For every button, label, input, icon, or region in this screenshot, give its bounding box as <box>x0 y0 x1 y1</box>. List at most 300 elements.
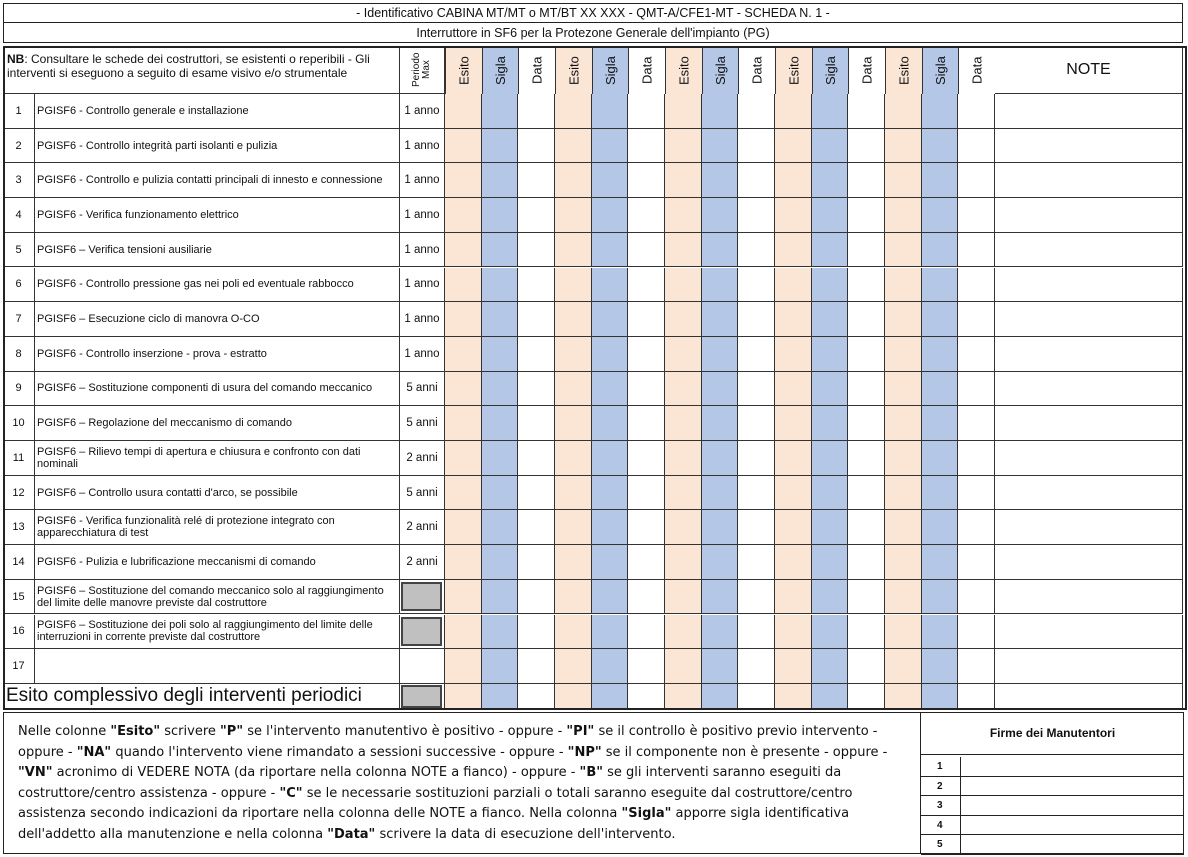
data-cell[interactable] <box>958 615 995 650</box>
data-cell[interactable] <box>628 649 665 684</box>
data-cell[interactable] <box>848 233 885 268</box>
data-cell[interactable] <box>518 163 555 198</box>
esito-cell[interactable] <box>555 649 592 684</box>
data-cell[interactable] <box>738 545 775 580</box>
sigla-cell[interactable] <box>592 198 628 233</box>
esito-cell[interactable] <box>555 476 592 511</box>
sigla-cell[interactable] <box>922 233 958 268</box>
data-cell[interactable] <box>958 198 995 233</box>
sigla-cell[interactable] <box>592 302 628 337</box>
data-cell[interactable] <box>518 406 555 441</box>
summary-esito-cell[interactable] <box>445 684 482 710</box>
data-cell[interactable] <box>628 163 665 198</box>
esito-cell[interactable] <box>555 163 592 198</box>
sigla-cell[interactable] <box>812 268 848 303</box>
data-cell[interactable] <box>848 615 885 650</box>
esito-cell[interactable] <box>555 337 592 372</box>
note-cell[interactable] <box>995 198 1183 233</box>
summary-data-cell[interactable] <box>518 684 555 710</box>
data-cell[interactable] <box>958 510 995 545</box>
esito-cell[interactable] <box>775 372 812 407</box>
data-cell[interactable] <box>518 337 555 372</box>
legend-code: "NA" <box>76 744 112 760</box>
sigla-cell[interactable] <box>592 163 628 198</box>
sigla-cell[interactable] <box>702 406 738 441</box>
sigla-cell[interactable] <box>922 406 958 441</box>
data-cell[interactable] <box>738 615 775 650</box>
esito-cell[interactable] <box>445 233 482 268</box>
esito-cell[interactable] <box>775 406 812 441</box>
data-cell[interactable] <box>628 441 665 476</box>
data-cell[interactable] <box>738 163 775 198</box>
sigla-cell[interactable] <box>812 649 848 684</box>
sigla-cell[interactable] <box>702 337 738 372</box>
esito-cell[interactable] <box>665 510 702 545</box>
signature-row[interactable] <box>921 777 1184 797</box>
note-cell[interactable] <box>995 302 1183 337</box>
sigla-cell[interactable] <box>482 510 518 545</box>
sigla-cell[interactable] <box>482 302 518 337</box>
esito-cell[interactable] <box>445 510 482 545</box>
data-cell[interactable] <box>958 372 995 407</box>
legend-fragment: Nelle colonne <box>18 724 111 739</box>
sigla-cell[interactable] <box>592 510 628 545</box>
data-cell[interactable] <box>518 580 555 615</box>
sigla-cell[interactable] <box>812 510 848 545</box>
sigla-cell[interactable] <box>592 649 628 684</box>
data-cell[interactable] <box>958 580 995 615</box>
esito-cell[interactable] <box>775 337 812 372</box>
esito-cell[interactable] <box>665 545 702 580</box>
sigla-cell[interactable] <box>922 649 958 684</box>
data-cell[interactable] <box>518 198 555 233</box>
data-cell[interactable] <box>848 337 885 372</box>
esito-cell[interactable] <box>665 268 702 303</box>
data-cell[interactable] <box>848 545 885 580</box>
esito-cell[interactable] <box>885 163 922 198</box>
data-cell[interactable] <box>628 476 665 511</box>
esito-cell[interactable] <box>445 268 482 303</box>
sigla-cell[interactable] <box>812 476 848 511</box>
summary-data-cell[interactable] <box>738 684 775 710</box>
data-cell[interactable] <box>518 545 555 580</box>
note-cell[interactable] <box>995 233 1183 268</box>
sigla-cell[interactable] <box>812 233 848 268</box>
sigla-cell[interactable] <box>482 580 518 615</box>
sigla-cell[interactable] <box>702 615 738 650</box>
sigla-cell[interactable] <box>592 337 628 372</box>
data-cell[interactable] <box>958 441 995 476</box>
esito-cell[interactable] <box>445 302 482 337</box>
data-cell[interactable] <box>958 302 995 337</box>
note-cell[interactable] <box>995 441 1183 476</box>
esito-cell[interactable] <box>665 406 702 441</box>
data-cell[interactable] <box>738 476 775 511</box>
esito-cell[interactable] <box>555 94 592 129</box>
data-cell[interactable] <box>518 129 555 164</box>
data-cell[interactable] <box>848 649 885 684</box>
sigla-cell[interactable] <box>922 580 958 615</box>
summary-sigla-cell[interactable] <box>592 684 628 710</box>
sigla-cell[interactable] <box>592 406 628 441</box>
data-cell[interactable] <box>518 372 555 407</box>
sigla-cell[interactable] <box>702 510 738 545</box>
sigla-cell[interactable] <box>592 268 628 303</box>
sigla-cell[interactable] <box>702 372 738 407</box>
esito-cell[interactable] <box>445 545 482 580</box>
sigla-cell[interactable] <box>702 441 738 476</box>
data-cell[interactable] <box>958 649 995 684</box>
sigla-cell[interactable] <box>482 441 518 476</box>
sigla-cell[interactable] <box>482 615 518 650</box>
esito-cell[interactable] <box>885 649 922 684</box>
note-cell[interactable] <box>995 268 1183 303</box>
esito-cell[interactable] <box>555 580 592 615</box>
esito-cell[interactable] <box>555 441 592 476</box>
esito-cell[interactable] <box>445 406 482 441</box>
data-cell[interactable] <box>738 649 775 684</box>
data-cell[interactable] <box>738 337 775 372</box>
signature-row[interactable] <box>921 796 1184 816</box>
esito-cell[interactable] <box>775 233 812 268</box>
esito-cell[interactable] <box>885 233 922 268</box>
esito-cell[interactable] <box>555 198 592 233</box>
esito-cell[interactable] <box>555 372 592 407</box>
summary-sigla-cell[interactable] <box>922 684 958 710</box>
sigla-cell[interactable] <box>482 649 518 684</box>
sigla-cell[interactable] <box>812 198 848 233</box>
data-cell[interactable] <box>848 476 885 511</box>
sigla-cell[interactable] <box>592 94 628 129</box>
data-cell[interactable] <box>958 129 995 164</box>
data-cell[interactable] <box>738 94 775 129</box>
sigla-cell[interactable] <box>592 545 628 580</box>
sigla-cell[interactable] <box>922 302 958 337</box>
signature-row[interactable] <box>921 816 1184 836</box>
data-cell[interactable] <box>628 337 665 372</box>
sigla-cell[interactable] <box>812 406 848 441</box>
data-cell[interactable] <box>518 94 555 129</box>
esito-cell[interactable] <box>665 94 702 129</box>
summary-data-cell[interactable] <box>848 684 885 710</box>
sigla-cell[interactable] <box>482 337 518 372</box>
esito-cell[interactable] <box>775 94 812 129</box>
esito-cell[interactable] <box>665 302 702 337</box>
data-cell[interactable] <box>628 302 665 337</box>
sigla-cell[interactable] <box>812 302 848 337</box>
summary-esito-cell[interactable] <box>885 684 922 710</box>
esito-cell[interactable] <box>775 163 812 198</box>
esito-cell[interactable] <box>665 198 702 233</box>
note-cell[interactable] <box>995 129 1183 164</box>
esito-cell[interactable] <box>775 476 812 511</box>
data-cell[interactable] <box>958 545 995 580</box>
sigla-cell[interactable] <box>592 233 628 268</box>
summary-esito-cell[interactable] <box>665 684 702 710</box>
esito-cell[interactable] <box>445 476 482 511</box>
sigla-cell[interactable] <box>702 649 738 684</box>
esito-cell[interactable] <box>665 649 702 684</box>
esito-cell[interactable] <box>775 441 812 476</box>
esito-cell[interactable] <box>885 94 922 129</box>
sigla-cell[interactable] <box>812 372 848 407</box>
data-cell[interactable] <box>958 476 995 511</box>
esito-cell[interactable] <box>885 302 922 337</box>
data-cell[interactable] <box>518 441 555 476</box>
sigla-cell[interactable] <box>482 163 518 198</box>
summary-sigla-cell[interactable] <box>482 684 518 710</box>
data-cell[interactable] <box>738 580 775 615</box>
sigla-cell[interactable] <box>702 94 738 129</box>
data-cell[interactable] <box>518 510 555 545</box>
esito-cell[interactable] <box>445 649 482 684</box>
sigla-cell[interactable] <box>922 198 958 233</box>
data-cell[interactable] <box>738 198 775 233</box>
esito-cell[interactable] <box>885 545 922 580</box>
sigla-cell[interactable] <box>702 198 738 233</box>
data-cell[interactable] <box>958 268 995 303</box>
esito-cell[interactable] <box>555 510 592 545</box>
summary-note-cell[interactable] <box>995 684 1183 710</box>
esito-cell[interactable] <box>665 163 702 198</box>
data-cell[interactable] <box>848 580 885 615</box>
sigla-cell[interactable] <box>812 129 848 164</box>
esito-cell[interactable] <box>885 129 922 164</box>
summary-sigla-cell[interactable] <box>812 684 848 710</box>
esito-cell[interactable] <box>665 615 702 650</box>
sigla-cell[interactable] <box>812 545 848 580</box>
legend-fragment: apporre sigla identificativa dell'addetto alla manutenzione e nella colonna <box>18 806 850 842</box>
sigla-cell[interactable] <box>702 129 738 164</box>
data-cell[interactable] <box>628 268 665 303</box>
sigla-cell[interactable] <box>482 94 518 129</box>
sigla-cell[interactable] <box>592 580 628 615</box>
legend-fragment: quando l'intervento viene rimandato a sessioni successive - oppure - <box>111 744 568 760</box>
esito-cell[interactable] <box>665 372 702 407</box>
note-cell[interactable] <box>995 649 1183 684</box>
sigla-cell[interactable] <box>702 268 738 303</box>
summary-esito-cell[interactable] <box>775 684 812 710</box>
esito-cell[interactable] <box>665 580 702 615</box>
esito-cell[interactable] <box>555 545 592 580</box>
note-cell[interactable] <box>995 406 1183 441</box>
note-cell[interactable] <box>995 510 1183 545</box>
esito-cell[interactable] <box>555 233 592 268</box>
sigla-cell[interactable] <box>922 372 958 407</box>
signature-row[interactable] <box>921 757 1184 777</box>
legend-code: "B" <box>579 765 604 781</box>
esito-cell[interactable] <box>885 198 922 233</box>
sigla-cell[interactable] <box>482 372 518 407</box>
note-cell[interactable] <box>995 545 1183 580</box>
esito-cell[interactable] <box>445 337 482 372</box>
summary-esito-cell[interactable] <box>555 684 592 710</box>
esito-cell[interactable] <box>445 441 482 476</box>
esito-cell[interactable] <box>775 302 812 337</box>
data-cell[interactable] <box>628 94 665 129</box>
data-cell[interactable] <box>738 302 775 337</box>
esito-cell[interactable] <box>885 372 922 407</box>
sigla-cell[interactable] <box>482 476 518 511</box>
esito-cell[interactable] <box>775 545 812 580</box>
sigla-cell[interactable] <box>812 615 848 650</box>
sigla-cell[interactable] <box>812 94 848 129</box>
data-cell[interactable] <box>848 129 885 164</box>
esito-cell[interactable] <box>885 268 922 303</box>
esito-cell[interactable] <box>555 129 592 164</box>
data-cell[interactable] <box>628 372 665 407</box>
note-cell[interactable] <box>995 94 1183 129</box>
esito-cell[interactable] <box>775 580 812 615</box>
esito-cell[interactable] <box>775 649 812 684</box>
esito-cell[interactable] <box>665 233 702 268</box>
sigla-cell[interactable] <box>482 233 518 268</box>
data-cell[interactable] <box>628 510 665 545</box>
data-cell[interactable] <box>628 580 665 615</box>
sigla-cell[interactable] <box>922 441 958 476</box>
esito-cell[interactable] <box>665 441 702 476</box>
sigla-cell[interactable] <box>922 268 958 303</box>
data-cell[interactable] <box>738 129 775 164</box>
data-cell[interactable] <box>628 615 665 650</box>
sigla-cell[interactable] <box>922 337 958 372</box>
esito-cell[interactable] <box>775 198 812 233</box>
data-cell[interactable] <box>518 649 555 684</box>
sigla-cell[interactable] <box>482 198 518 233</box>
sigla-cell[interactable] <box>812 441 848 476</box>
data-cell[interactable] <box>738 510 775 545</box>
esito-cell[interactable] <box>665 337 702 372</box>
sigla-cell[interactable] <box>702 233 738 268</box>
sigla-cell[interactable] <box>922 615 958 650</box>
esito-cell[interactable] <box>885 580 922 615</box>
data-cell[interactable] <box>848 268 885 303</box>
data-cell[interactable] <box>958 406 995 441</box>
data-cell[interactable] <box>848 198 885 233</box>
esito-cell[interactable] <box>665 476 702 511</box>
note-cell[interactable] <box>995 580 1183 615</box>
esito-cell[interactable] <box>445 163 482 198</box>
summary-data-cell[interactable] <box>958 684 995 710</box>
esito-cell[interactable] <box>445 372 482 407</box>
sigla-cell[interactable] <box>702 580 738 615</box>
sigla-cell[interactable] <box>922 545 958 580</box>
data-cell[interactable] <box>628 198 665 233</box>
data-cell[interactable] <box>628 406 665 441</box>
data-cell[interactable] <box>518 268 555 303</box>
sigla-cell[interactable] <box>922 163 958 198</box>
sigla-cell[interactable] <box>812 337 848 372</box>
sigla-cell[interactable] <box>482 406 518 441</box>
sigla-cell[interactable] <box>592 372 628 407</box>
esito-cell[interactable] <box>885 337 922 372</box>
legend-code: "PI" <box>566 724 595 739</box>
data-cell[interactable] <box>518 615 555 650</box>
data-cell[interactable] <box>628 129 665 164</box>
data-cell[interactable] <box>738 406 775 441</box>
data-cell[interactable] <box>958 337 995 372</box>
data-cell[interactable] <box>958 94 995 129</box>
sigla-header-4: Sigla <box>812 46 848 94</box>
data-cell[interactable] <box>628 233 665 268</box>
esito-cell[interactable] <box>885 441 922 476</box>
data-cell[interactable] <box>628 545 665 580</box>
data-cell[interactable] <box>518 476 555 511</box>
sigla-cell[interactable] <box>812 163 848 198</box>
note-cell[interactable] <box>995 372 1183 407</box>
summary-data-cell[interactable] <box>628 684 665 710</box>
esito-cell[interactable] <box>775 615 812 650</box>
sigla-cell[interactable] <box>702 163 738 198</box>
esito-cell[interactable] <box>665 129 702 164</box>
data-cell[interactable] <box>738 268 775 303</box>
sigla-cell[interactable] <box>592 129 628 164</box>
sigla-cell[interactable] <box>702 545 738 580</box>
data-cell[interactable] <box>738 441 775 476</box>
esito-cell[interactable] <box>445 129 482 164</box>
sigla-cell[interactable] <box>592 615 628 650</box>
esito-cell[interactable] <box>885 615 922 650</box>
note-cell[interactable] <box>995 337 1183 372</box>
data-cell[interactable] <box>958 233 995 268</box>
data-cell[interactable] <box>848 163 885 198</box>
data-cell[interactable] <box>738 233 775 268</box>
note-cell[interactable] <box>995 163 1183 198</box>
sigla-cell[interactable] <box>482 268 518 303</box>
sigla-cell[interactable] <box>922 94 958 129</box>
data-cell[interactable] <box>848 406 885 441</box>
note-cell[interactable] <box>995 476 1183 511</box>
sigla-cell[interactable] <box>702 302 738 337</box>
esito-cell[interactable] <box>775 510 812 545</box>
esito-cell[interactable] <box>445 198 482 233</box>
esito-cell[interactable] <box>445 94 482 129</box>
esito-cell[interactable] <box>445 615 482 650</box>
esito-cell[interactable] <box>885 406 922 441</box>
sigla-cell[interactable] <box>592 441 628 476</box>
summary-sigla-cell[interactable] <box>702 684 738 710</box>
esito-cell[interactable] <box>445 580 482 615</box>
sigla-cell[interactable] <box>922 476 958 511</box>
esito-cell[interactable] <box>775 268 812 303</box>
data-cell[interactable] <box>518 302 555 337</box>
note-cell[interactable] <box>995 615 1183 650</box>
data-cell[interactable] <box>848 372 885 407</box>
esito-cell[interactable] <box>555 268 592 303</box>
sigla-cell[interactable] <box>482 129 518 164</box>
sigla-cell[interactable] <box>922 510 958 545</box>
sigla-cell[interactable] <box>482 545 518 580</box>
sigla-cell[interactable] <box>702 476 738 511</box>
esito-cell[interactable] <box>555 302 592 337</box>
esito-cell[interactable] <box>885 476 922 511</box>
sigla-cell[interactable] <box>922 129 958 164</box>
data-cell[interactable] <box>848 302 885 337</box>
data-cell[interactable] <box>848 441 885 476</box>
esito-cell[interactable] <box>555 406 592 441</box>
sigla-cell[interactable] <box>812 580 848 615</box>
sigla-cell[interactable] <box>592 476 628 511</box>
signature-row[interactable] <box>921 835 1184 855</box>
data-cell[interactable] <box>958 163 995 198</box>
data-cell[interactable] <box>738 372 775 407</box>
data-cell[interactable] <box>518 233 555 268</box>
esito-cell[interactable] <box>885 510 922 545</box>
esito-cell[interactable] <box>775 129 812 164</box>
data-cell[interactable] <box>848 94 885 129</box>
data-cell[interactable] <box>848 510 885 545</box>
esito-cell[interactable] <box>555 615 592 650</box>
